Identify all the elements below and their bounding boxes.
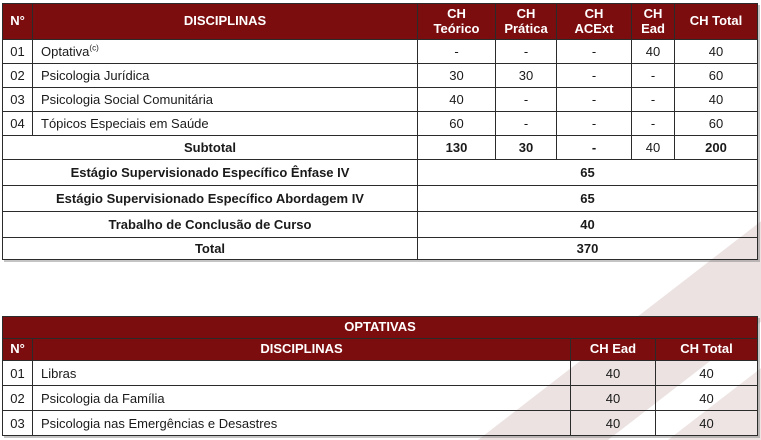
ch-teorico-cell: 60 bbox=[418, 112, 496, 136]
ch-teorico-line2: Teórico bbox=[433, 20, 480, 36]
tcc-row bbox=[3, 212, 758, 238]
ch-pratica-cell: - bbox=[496, 88, 557, 112]
row-num-cell: 04 bbox=[3, 112, 33, 136]
row-num-cell: 02 bbox=[3, 386, 33, 411]
merged-row-value: 65 bbox=[418, 160, 758, 186]
ch-total-cell: 60 bbox=[675, 112, 758, 136]
table-row bbox=[3, 361, 758, 386]
table-row bbox=[3, 40, 758, 64]
discipline-cell bbox=[33, 40, 418, 64]
ch-acext-cell: - bbox=[557, 40, 632, 64]
ch-ead-cell: - bbox=[632, 88, 675, 112]
table-row bbox=[3, 64, 758, 88]
discipline-cell: Psicologia da Família bbox=[33, 386, 571, 411]
col-header-num: N° bbox=[3, 4, 33, 40]
discipline-cell: Psicologia Jurídica bbox=[33, 64, 418, 88]
discipline-cell: Libras bbox=[33, 361, 571, 386]
optativas-header-row bbox=[3, 339, 758, 361]
total-row bbox=[3, 238, 758, 260]
ch-total-cell: 40 bbox=[656, 386, 758, 411]
ch-ead-cell: - bbox=[632, 112, 675, 136]
table-row bbox=[3, 386, 758, 411]
optativas-title-row bbox=[3, 317, 758, 339]
ch-ead-cell: 40 bbox=[632, 40, 675, 64]
ch-teorico-cell: 40 bbox=[418, 88, 496, 112]
ch-acext-line2: ACExt bbox=[574, 20, 614, 36]
estagio-enfase-row bbox=[3, 160, 758, 186]
ch-acext-cell: - bbox=[557, 64, 632, 88]
ch-ead-cell: 40 bbox=[571, 386, 656, 411]
col-header-ch-total: CH Total bbox=[675, 4, 758, 40]
col-header-ch-ead bbox=[632, 4, 675, 40]
col-header-ch-total: CH Total bbox=[656, 339, 758, 361]
col-header-ch-teorico bbox=[418, 4, 496, 40]
ch-pratica-line1: CH bbox=[516, 5, 536, 21]
col-header-ch-ead: CH Ead bbox=[571, 339, 656, 361]
table-row bbox=[3, 411, 758, 436]
merged-row-label: Estágio Supervisionado Específico Ênfase IV bbox=[3, 160, 418, 186]
subtotal-ch-teorico: 130 bbox=[418, 136, 496, 160]
ch-total-cell: 60 bbox=[675, 64, 758, 88]
row-num-cell: 01 bbox=[3, 40, 33, 64]
col-header-ch-pratica bbox=[496, 4, 557, 40]
subtotal-row bbox=[3, 136, 758, 160]
ch-pratica-cell: - bbox=[496, 40, 557, 64]
curriculum-header-row bbox=[3, 4, 758, 40]
ch-acext-line1: CH bbox=[584, 5, 604, 21]
discipline-name: Optativa bbox=[41, 44, 90, 59]
optativas-title: OPTATIVAS bbox=[3, 317, 758, 339]
discipline-cell: Psicologia Social Comunitária bbox=[33, 88, 418, 112]
subtotal-ch-total: 200 bbox=[675, 136, 758, 160]
subtotal-ch-pratica: 30 bbox=[496, 136, 557, 160]
subtotal-ch-acext: - bbox=[557, 136, 632, 160]
estagio-abordagem-row bbox=[3, 186, 758, 212]
total-value: 370 bbox=[418, 238, 758, 260]
ch-total-cell: 40 bbox=[656, 411, 758, 436]
table-row bbox=[3, 112, 758, 136]
discipline-cell: Psicologia nas Emergências e Desastres bbox=[33, 411, 571, 436]
merged-row-value: 40 bbox=[418, 212, 758, 238]
discipline-cell: Tópicos Especiais em Saúde bbox=[33, 112, 418, 136]
col-header-disciplinas: DISCIPLINAS bbox=[33, 339, 571, 361]
curriculum-table bbox=[2, 3, 758, 260]
ch-ead-line2: Ead bbox=[641, 20, 665, 36]
col-header-ch-acext bbox=[557, 4, 632, 40]
total-label: Total bbox=[3, 238, 418, 260]
ch-teorico-cell: - bbox=[418, 40, 496, 64]
ch-pratica-line2: Prática bbox=[504, 20, 548, 36]
ch-ead-cell: 40 bbox=[571, 361, 656, 386]
ch-acext-cell: - bbox=[557, 88, 632, 112]
ch-total-cell: 40 bbox=[656, 361, 758, 386]
ch-ead-cell: 40 bbox=[571, 411, 656, 436]
ch-ead-line1: CH bbox=[643, 5, 663, 21]
subtotal-label: Subtotal bbox=[3, 136, 418, 160]
ch-pratica-cell: - bbox=[496, 112, 557, 136]
ch-acext-cell: - bbox=[557, 112, 632, 136]
row-num-cell: 03 bbox=[3, 88, 33, 112]
table-row bbox=[3, 88, 758, 112]
merged-row-label: Estágio Supervisionado Específico Abordagem IV bbox=[3, 186, 418, 212]
footnote-marker: (c) bbox=[89, 43, 99, 53]
row-num-cell: 03 bbox=[3, 411, 33, 436]
ch-teorico-cell: 30 bbox=[418, 64, 496, 88]
col-header-disciplinas: DISCIPLINAS bbox=[33, 4, 418, 40]
ch-total-cell: 40 bbox=[675, 40, 758, 64]
subtotal-ch-ead: 40 bbox=[632, 136, 675, 160]
row-num-cell: 01 bbox=[3, 361, 33, 386]
col-header-num: N° bbox=[3, 339, 33, 361]
merged-row-value: 65 bbox=[418, 186, 758, 212]
merged-row-label: Trabalho de Conclusão de Curso bbox=[3, 212, 418, 238]
ch-ead-cell: - bbox=[632, 64, 675, 88]
ch-teorico-line1: CH bbox=[447, 5, 466, 21]
optativas-table bbox=[2, 316, 758, 436]
ch-total-cell: 40 bbox=[675, 88, 758, 112]
row-num-cell: 02 bbox=[3, 64, 33, 88]
ch-pratica-cell: 30 bbox=[496, 64, 557, 88]
